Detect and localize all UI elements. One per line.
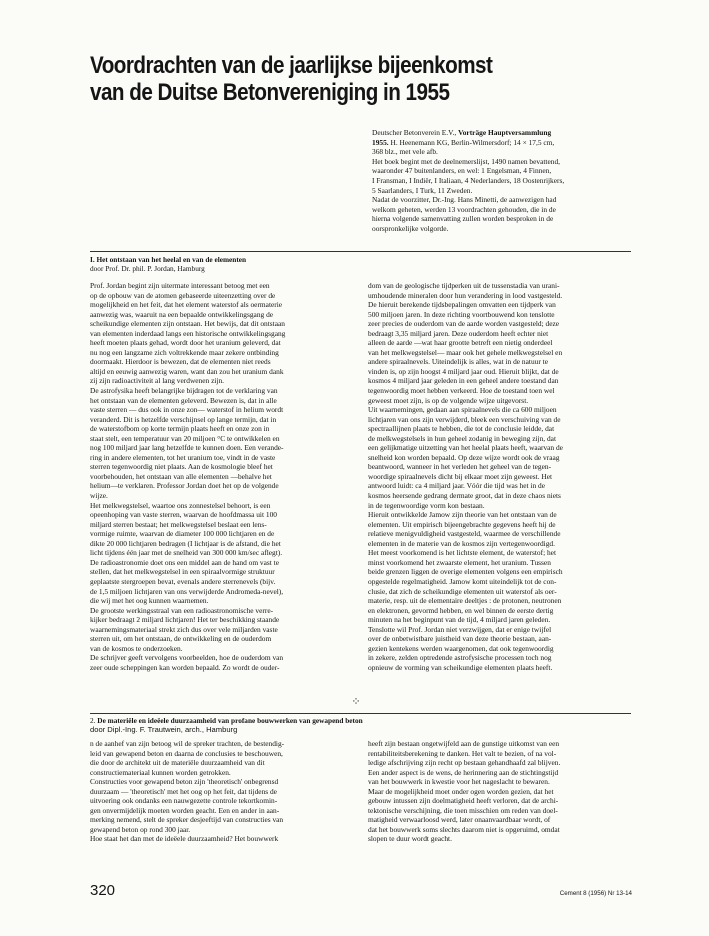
text-line: 500 miljoen jaren. In deze richting voortbouwend kon tenslotte bbox=[368, 309, 555, 319]
text-line: gewapend beton op rond 300 jaar. bbox=[90, 824, 191, 834]
section1-column-1 bbox=[90, 281, 354, 672]
text-line: van de kosmos te onderzoeken. bbox=[90, 643, 183, 653]
text-line: Prof. Jordan begint zijn uitermate interessant betoog met een bbox=[90, 281, 270, 290]
section2-author: door Dipl.-Ing. F. Trautwein, arch., Hamburg bbox=[90, 725, 238, 734]
text-line: tektonische verschijning, die toen misschien om reden van doel- bbox=[368, 805, 558, 815]
text-line: minst voorkomend het zwaarste element, het uranium. Tussen bbox=[368, 557, 551, 567]
text-line: spectraallijnen plaats te hebben, die tot de conclusie leidde, dat bbox=[368, 424, 555, 434]
text-line: vinden is, op zijn hoogst 4 miljard jaar oud. Hieruit blijkt, dat de bbox=[368, 366, 559, 376]
intro-line: hierna volgende samenvatting zullen worden besproken in de bbox=[372, 214, 554, 224]
section2-heading: De materiële en ideëele duurzaamheid van profane bouwwerken van gewapend beton bbox=[95, 716, 363, 725]
text-line: geplaatste stergroepen bevat, evenals andere sterrenevels (bijv. bbox=[90, 576, 276, 586]
text-line: ring in andere elementen, tot het uranium toe, vindt in de vaste bbox=[90, 452, 276, 462]
section2-column-1 bbox=[90, 739, 354, 844]
text-line: duurzaam — 'theoretisch' met het oog op het feit, dat tijdens de bbox=[90, 786, 277, 796]
text-line: wijze. bbox=[90, 491, 108, 501]
intro-line: Het boek begint met de deelnemerslijst, 1490 namen bevattend, bbox=[372, 156, 560, 166]
text-line: woordige spiraalnevels dicht bij elkaar moet zijn geweest. Het bbox=[368, 471, 553, 481]
text-line: uitvoering ook ondanks een nauwgezette controle tekortkomin- bbox=[90, 796, 278, 806]
text-line: nog 100 miljard jaar lang hetzelfde te kunnen doen. Een verande- bbox=[90, 443, 284, 453]
text-line: bedraagt 3,35 miljard jaren. Deze ouderdom heeft echter niet bbox=[368, 328, 549, 338]
intro-line: I Fransman, I Indiër, I Italiaan, 4 Nederlanders, 18 Oostenrijkers, bbox=[372, 175, 565, 185]
intro-line: 368 blz., met vele afb. bbox=[372, 147, 438, 157]
text-line: heeft moeten plaats gehad, wordt door het uranium geleverd, dat bbox=[90, 338, 281, 348]
text-line: clusie, dat zich de scheikundige elementen uit waterstof als oer- bbox=[368, 586, 557, 596]
text-line: kijker bedraagt 2 miljard lichtjaren! Het ter beschikking staande bbox=[90, 615, 280, 625]
text-line: staat stelt, een temperatuur van 20 miljoen °C te ontwikkelen en bbox=[90, 433, 280, 443]
text-line: snelheid kon worden bepaald. Op deze wijze wordt ook de vraag bbox=[368, 452, 560, 462]
title-line-1: Voordrachten van de jaarlijkse bijeenkomst bbox=[90, 52, 493, 79]
text-line: relatieve menigvuldigheid vastgesteld, waarmee de verschillende bbox=[368, 529, 561, 539]
intro-line: waaronder 47 buitenlanders, en wel: 1 Engelsman, 4 Finnen, bbox=[372, 166, 552, 176]
text-line: zeer oude scheppingen kan worden bepaald. Zo wordt de ouder- bbox=[90, 662, 280, 672]
text-line: Constructies voor gewapend beton zijn 'theoretisch' onbegrensd bbox=[90, 777, 279, 787]
text-line: slopen te duur wordt geacht. bbox=[368, 834, 452, 844]
intro-block bbox=[372, 128, 634, 234]
intro-book-title: Vorträge Hauptversammlung bbox=[458, 128, 552, 137]
text-line: Het melkwegstelsel, waartoe ons zonnestelsel behoort, is een bbox=[90, 500, 271, 510]
section2-heading-line bbox=[90, 716, 631, 725]
text-line: de 1,5 miljoen lichtjaren van ons verwijderde Andromeda-nevel), bbox=[90, 586, 284, 596]
text-line: scheikundige elementen zijn ontstaan. Het bewijs, dat dit ontstaan bbox=[90, 319, 285, 329]
text-line: De radioastronomie doet ons een middel aan de hand om vast te bbox=[90, 557, 280, 567]
text-line: merking nemend, stelt de spreker desjeeftijd van constructies van bbox=[90, 815, 284, 825]
text-line: nu nog een langzame zich voltrekkende maar zekere ontbinding bbox=[90, 347, 279, 357]
text-line: De astrofysika heeft belangrijke bijdragen tot de verklaring van bbox=[90, 386, 278, 396]
text-line: het ontstaan van de elementen geleverd. Bewezen is, dat in alle bbox=[90, 395, 277, 405]
section2-header bbox=[90, 716, 631, 734]
text-line: sterren uit, om het ontstaan, de ontwikkeling en de ouderdom bbox=[90, 634, 272, 644]
text-line: n de aanhef van zijn betoog wil de spreker trachten, de bestendig- bbox=[90, 739, 285, 748]
text-line: doormaakt. Hierdoor is bewezen, dat de elementen niet reeds bbox=[90, 357, 271, 367]
text-line: beide grenzen liggen de overige elementen volgens een empirisch bbox=[368, 567, 563, 577]
text-line: die wij met het oog kunnen waarnemen. bbox=[90, 596, 209, 606]
section1-heading: I. Het ontstaan van het heelal en van de elementen bbox=[90, 255, 247, 264]
text-line: gen onvermijdelijk moeten worden geacht. Een en ander in aan- bbox=[90, 805, 280, 815]
text-line: een gelijkmatige uitzetting van het heelal plaats heeft, waarvan de bbox=[368, 443, 563, 453]
section1-header bbox=[90, 255, 631, 273]
section-divider-1 bbox=[90, 251, 631, 252]
text-line: over de onbetwistbare juistheid van deze theorie bestaan, aan- bbox=[368, 634, 552, 644]
text-line: Een ander aspect is de wens, de herinnering aan de stichtingstijd bbox=[368, 767, 559, 777]
text-line: dom van de geologische tijdperken uit de tussenstadia van urani- bbox=[368, 281, 560, 290]
text-line: op de opbouw van de atomen gebaseerde uiteenzetting over de bbox=[90, 290, 276, 300]
text-line: miljard sterren bestaat; het melkwegstelsel beslaat een lens- bbox=[90, 519, 267, 529]
text-line: helium—te verklaren. Professor Jordan doet het op de volgende bbox=[90, 481, 279, 491]
title-line-2: van de Duitse Betonvereniging in 1955 bbox=[90, 79, 450, 106]
text-line: de melkwegstelsels in hun geheel zodanig in beweging zijn, dat bbox=[368, 433, 556, 443]
intro-line: welkom geheten, werden 13 voordrachten gehouden, die in de bbox=[372, 204, 556, 214]
text-line: tegenwoordig moet hebben verkeerd. Hoe de toestand toen wel bbox=[368, 386, 555, 396]
text-line: van het bouwwerk in kwestie voor het nageslacht te bewaren. bbox=[368, 777, 550, 787]
text-line: De grootste werkingsstraal van een radioastronomische verre- bbox=[90, 605, 274, 615]
text-line: matigheid verwaarloosd werd, later onaanvaardbaar wordt, of bbox=[368, 815, 551, 825]
text-line: opeenhoping van vaste sterren, waarvan de hoofdmassa uit 100 bbox=[90, 510, 277, 520]
intro-line: oorspronkelijke volgorde. bbox=[372, 223, 449, 233]
text-line: elementen. Uit empirisch bijeengebrachte gegevens heeft hij de bbox=[368, 519, 556, 529]
text-line: minuten na het beginpunt van de tijd, 4 miljard jaren geleden. bbox=[368, 615, 551, 625]
text-line: waarnemingsmateriaal strekt zich dus over vele miljarden vaste bbox=[90, 624, 278, 634]
intro-line: Nadat de voorzitter, Dr.-Ing. Hans Minetti, de aanwezigen had bbox=[372, 195, 557, 205]
intro-line-1 bbox=[372, 128, 634, 138]
text-line: materie, resp. uit de elementaire deeltjes : de protonen, neutronen bbox=[368, 596, 562, 606]
text-line: veranderd. Dit is hetzelfde verschijnsel op lange termijn, dat in bbox=[90, 414, 277, 424]
text-line: die door de architekt uit de materiële duurzaamheid van dit bbox=[90, 758, 265, 768]
intro-year: 1955. bbox=[372, 137, 389, 147]
intro-publisher-details: H. Heenemann KG, Berlin-Wilmersdorf; 14 × 17,5 cm, bbox=[388, 137, 555, 147]
journal-reference: Cement 8 (1956) Nr 13-14 bbox=[559, 890, 632, 897]
text-line: altijd en eeuwig aanwezig waren, want dan zou het uranium dank bbox=[90, 366, 284, 376]
section2-number: 2. bbox=[90, 716, 96, 725]
text-line: voorbehouden, het ontstaan van alle elementen —behalve het bbox=[90, 471, 272, 481]
text-line: Hoe staat het dan met de ideëele duurzaamheid? Het bouwwerk bbox=[90, 834, 279, 844]
text-line: elementen in de materie van de kosmos zijn vertegenwoordigd. bbox=[368, 538, 555, 548]
intro-lines bbox=[372, 147, 634, 233]
text-line: aanwezig was, waaruit na een bepaalde ontwikkelingsgang de bbox=[90, 309, 274, 319]
text-line: rentabiliteitsberekening te danken. Het valt te bezien, of na vol- bbox=[368, 748, 557, 758]
text-line: antwoord luidt: ca 4 miljard jaar. Vóór die tijd was het in de bbox=[368, 481, 545, 491]
text-line: leid van gewapend beton en daarna de conclusies te beschouwen, bbox=[90, 748, 283, 758]
text-line: van het melkwegstelsel— maar ook het gehele melkwegstelsel en bbox=[368, 347, 563, 357]
text-line: in de tegenwoordige vorm kon bestaan. bbox=[368, 500, 485, 510]
intro-line: 5 Saarlanders, I Turk, 11 Zweden. bbox=[372, 185, 473, 195]
text-line: zij zijn radioactiviteit al lang verdwenen zijn. bbox=[90, 376, 225, 386]
text-line: beantwoord, wanneer in het verleden het geheel van de tegen- bbox=[368, 462, 552, 472]
text-line: Hieruit ontwikkelde Jamow zijn theorie van het ontstaan van de bbox=[368, 510, 557, 520]
text-line: kosmos heersende gedrang dermate groot, dat in deze chaos niets bbox=[368, 491, 561, 501]
section-separator-ornament: ⁘ bbox=[351, 696, 361, 708]
text-line: De hieruit berekende tijdsbepalingen omvatten een tijdperk van bbox=[368, 300, 556, 310]
text-line: ledige afschrijving zijn recht op bestaan gehandhaafd zal blijven. bbox=[368, 758, 561, 768]
text-line: mogelijkheid en het feit, dat het element waterstof als oermaterie bbox=[90, 300, 283, 310]
text-line: andere spiraalnevels. Uiteindelijk is alles, wat in de natuur te bbox=[368, 357, 548, 367]
text-line: opnieuw de vorming van scheikundige elementen plaats heeft. bbox=[368, 662, 553, 672]
text-line: heeft zijn bestaan ongetwijfeld aan de gunstige uitkomst van een bbox=[368, 739, 560, 748]
intro-line-2 bbox=[372, 138, 634, 148]
text-line: licht tijdens één jaar met de snelheid van 300 000 km/sec aflegt). bbox=[90, 548, 283, 558]
page-number: 320 bbox=[90, 882, 116, 899]
text-line: Uit waarnemingen, gedaan aan spiraalnevels die ca 600 miljoen bbox=[368, 405, 557, 415]
text-line: kosmos 4 miljard jaar geleden in een geheel andere toestand dan bbox=[368, 376, 559, 386]
text-line: umhoudende mineralen door hun verandering in lood vastgesteld. bbox=[368, 290, 563, 300]
text-line: vaste sterren — dus ook in onze zon— waterstof in helium wordt bbox=[90, 405, 284, 415]
text-line: in zekere, zelden optredende astrofysische processen toch nog bbox=[368, 653, 552, 663]
section2-column-2 bbox=[368, 739, 631, 844]
text-line: zeer precies de ouderdom van de aarde worden vastgesteld; deze bbox=[368, 319, 560, 329]
text-line: dat het bouwwerk soms slechts daarom niet is opgeruimd, omdat bbox=[368, 824, 560, 834]
intro-publisher: Deutscher Betonverein E.V., bbox=[372, 128, 459, 137]
section-divider-2 bbox=[90, 713, 631, 714]
text-line: gezien kentekens werden waargenomen, dat ook tegenwoordig bbox=[368, 643, 554, 653]
article-title bbox=[90, 52, 572, 106]
text-line: alleen de aarde —wat haar grootte betreft een nietig onderdeel bbox=[368, 338, 553, 348]
text-line: Maar de mogelijkheid moet onder ogen worden gezien, dat het bbox=[368, 786, 554, 796]
text-line: sterren tegenwoordig niet plaats. Aan de kosmologie bleef het bbox=[90, 462, 273, 472]
text-line: opgestelde regelmatigheid. Jamow komt uiteindelijk tot de con- bbox=[368, 576, 557, 586]
section1-author: door Prof. Dr. phil. P. Jordan, Hamburg bbox=[90, 264, 205, 273]
text-line: en elektronen, gevormd hebben, en wel binnen de eerste dertig bbox=[368, 605, 554, 615]
text-line: de waterstofbom op korte termijn plaats heeft en onze zon in bbox=[90, 424, 270, 434]
text-line: Tenslotte wil Prof. Jordan niet verzwijgen, dat er enige twijfel bbox=[368, 624, 552, 634]
text-line: De schrijver geeft vervolgens voorbeelden, hoe de ouderdom van bbox=[90, 653, 284, 663]
text-line: Het meest voorkomend is het lichtste element, de waterstof; het bbox=[368, 548, 556, 558]
text-line: stellen, dat het melkwegstelsel in een spiraalvormige struktuur bbox=[90, 567, 275, 577]
text-line: constructiemateriaal kunnen worden getrokken. bbox=[90, 767, 231, 777]
text-line: van elementen inderdaad langs een historische ontwikkelingsgang bbox=[90, 328, 286, 338]
text-line: geweest moet zijn, is op de volgende wijze uitgevorst. bbox=[368, 395, 529, 405]
text-line: dikte 20 000 lichtjaren bedragen (I lichtjaar is de afstand, die het bbox=[90, 538, 281, 548]
text-line: vormige ruimte, waarvan de diameter 100 000 lichtjaren en de bbox=[90, 529, 275, 539]
section1-column-2 bbox=[368, 281, 631, 672]
text-line: gebouw intussen zijn doelmatigheid heeft verloren, dat de archi- bbox=[368, 796, 559, 806]
text-line: lichtjaren van ons zijn verwijderd, bleek een verschuiving van de bbox=[368, 414, 561, 424]
